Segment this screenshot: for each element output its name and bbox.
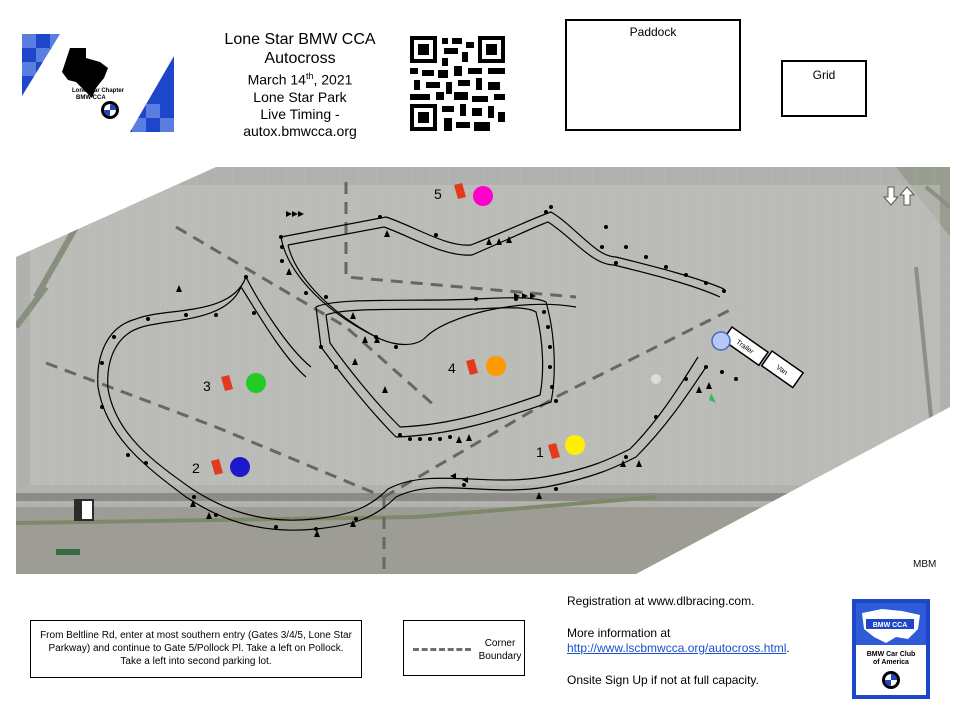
bmwcca-logo [852,599,930,699]
grid-label: Grid [812,68,836,82]
chapter-logo [22,34,174,132]
grid-box [781,60,867,117]
registration-text: Registration at www.dlbracing.com. [567,594,755,608]
corner-label-4: 4 [448,360,456,376]
course-map [16,167,950,574]
timing-label: Live Timing - [260,105,340,122]
event-info [205,30,395,140]
corner-marker-3 [246,373,266,393]
paddock-label: Paddock [629,25,677,39]
paddock-box [565,19,741,131]
trailer-label: Trailer [734,338,755,356]
logo-line2: BMW CCA [76,95,106,101]
onsite-text: Onsite Sign Up if not at full capacity. [567,673,759,687]
start-marker [712,332,730,350]
logo2-badge: BMW CCA [872,622,908,629]
event-title-2: Autocross [264,50,336,67]
dashed-line-swatch [413,648,471,651]
directions-box [30,620,362,678]
logo2-line1: BMW Car Club [866,651,916,658]
timing-url[interactable]: autox.bmwcca.org [243,122,357,139]
qr-code[interactable] [410,36,505,131]
more-info-text: More information at [567,626,671,640]
map-credit: MBM [913,559,937,570]
legend-label: Corner Boundary [478,638,522,662]
corner-label-5: 5 [434,186,442,202]
corner-label-2: 2 [192,460,200,476]
legend-box [403,620,525,676]
corner-label-3: 3 [203,378,211,394]
directions-text: From Beltline Rd, enter at most southern entry (Gates 3/4/5, Lone Star Parkway) and continue to Gate 5/Pollock Pl. Take a left on Pollock. Take a left into second parking lot. [40,630,352,667]
van-label: Van [774,364,789,377]
corner-marker-5 [473,186,493,206]
corner-marker-4 [486,356,506,376]
event-venue: Lone Star Park [253,88,347,105]
info-link[interactable]: http://www.lscbmwcca.org/autocross.html [567,641,787,655]
corner-label-1: 1 [536,444,544,460]
event-title-1: Lone Star BMW CCA [224,31,376,48]
corner-marker-2 [230,457,250,477]
logo-line1: Lone Star Chapter [72,88,125,94]
info-block: Registration at www.dlbracing.com. More information at http://www.lscbmwcca.org/autocross.html. Onsite Sign Up if not at full capacity. [567,594,847,688]
corner-marker-1 [565,435,585,455]
logo2-line2: of America [873,659,909,666]
event-date: March 14th, 2021 [247,71,353,88]
